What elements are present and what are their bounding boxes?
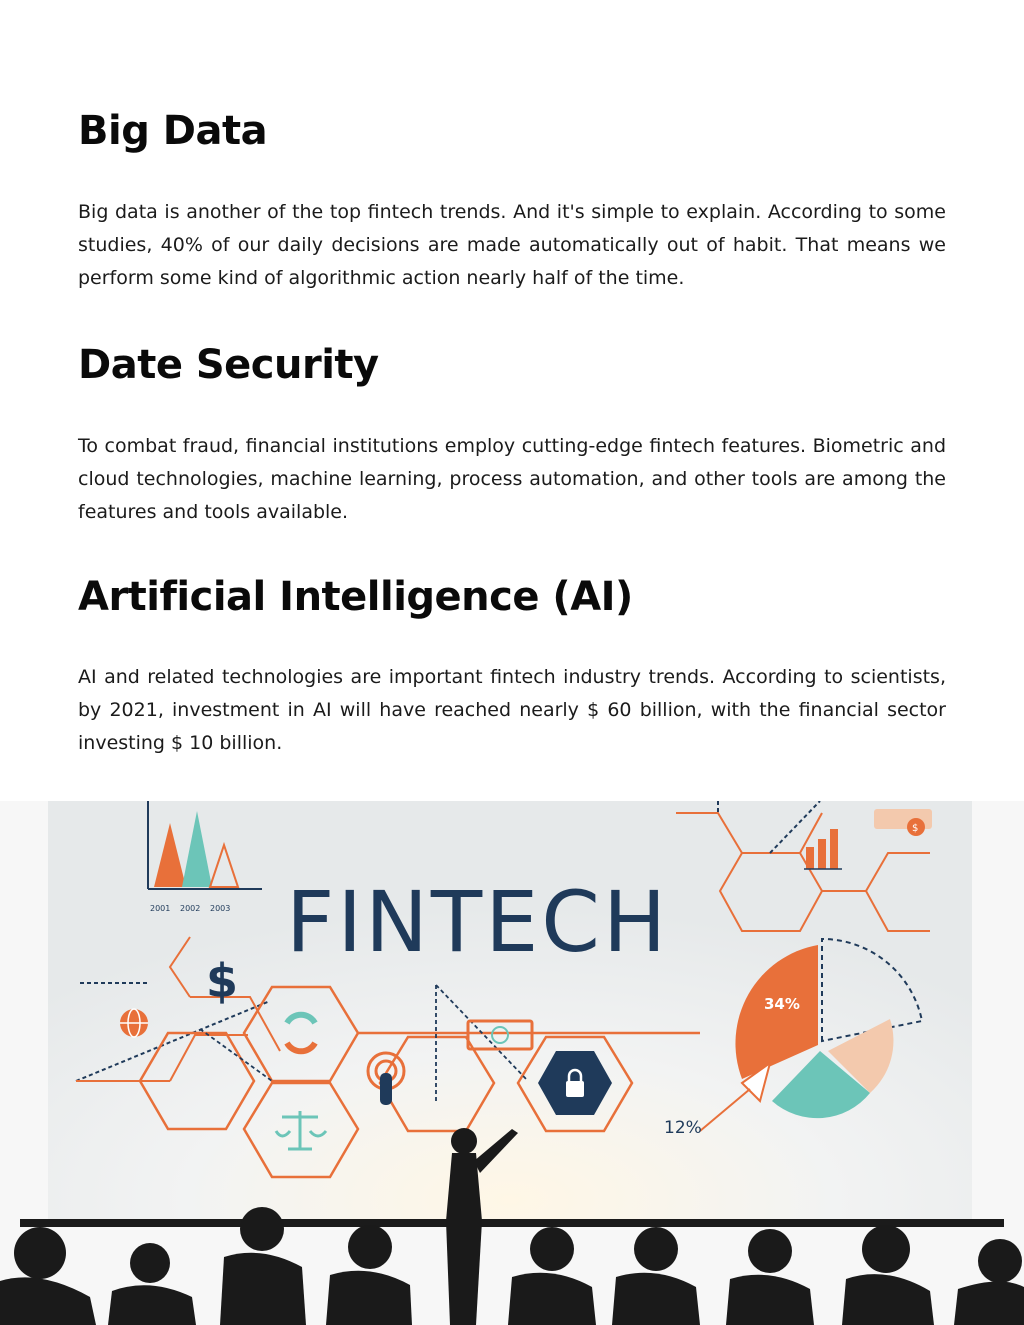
globe-icon bbox=[120, 1009, 148, 1037]
heading-data-security: Date Security bbox=[78, 342, 379, 388]
bar-label-2001: 2001 bbox=[150, 904, 171, 913]
paragraph-big-data: Big data is another of the top fintech trends. And it's simple to explain. According to some studies, 40% of our daily decisions are made automatically out of habit. That means we perform some kind of algorithmic action nearly half of the time. bbox=[78, 201, 946, 289]
dollar-icon: $ bbox=[206, 954, 239, 1008]
bar-label-2002: 2002 bbox=[180, 904, 201, 913]
heading-artificial-intelligence: Artificial Intelligence (AI) bbox=[78, 574, 633, 620]
svg-text:$: $ bbox=[912, 823, 919, 834]
board-frame bbox=[20, 1219, 1004, 1227]
fintech-illustration bbox=[0, 801, 1024, 1325]
fintech-headline: FINTECH bbox=[286, 873, 670, 971]
paragraph-artificial-intelligence: AI and related technologies are important fintech industry trends. According to scientists, by 2021, investment in AI will have reached nearly $ 60 billion, with the financial sector investing $ 10 billion. bbox=[78, 666, 946, 754]
heading-big-data: Big Data bbox=[78, 108, 268, 154]
pie-label-minor: 12% bbox=[664, 1118, 702, 1138]
bar-label-2003: 2003 bbox=[210, 904, 231, 913]
fintech-illustration-svg bbox=[0, 801, 1024, 1325]
pie-label-main: 34% bbox=[764, 995, 800, 1013]
paragraph-data-security: To combat fraud, financial institutions employ cutting-edge fintech features. Biometric and cloud technologies, machine learning, process automation, and other tools are among the features and tools available. bbox=[78, 435, 946, 523]
